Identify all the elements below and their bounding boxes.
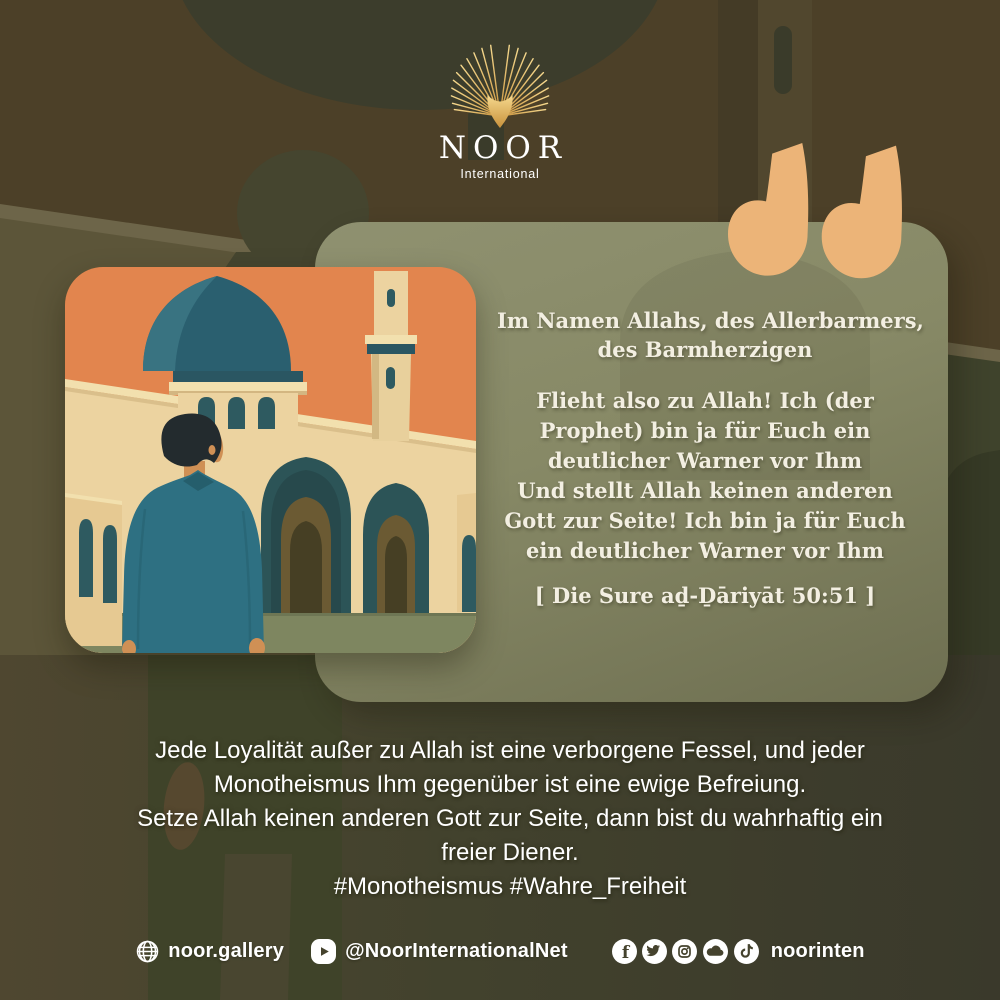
footer-bar <box>0 938 1000 965</box>
social-handle-label: noorinten <box>770 940 865 962</box>
tiktok-icon <box>734 939 759 964</box>
instagram-icon <box>672 939 697 964</box>
brand-subtitle: International <box>460 167 540 181</box>
youtube-icon <box>310 938 337 965</box>
caption-text: Jede Loyalität außer zu Allah ist eine verborgene Fessel, und jeder Monotheismus Ihm gegenüber ist eine ewige Befreiung. Setze Allah keinen anderen Gott zur Seite, dann bist du wahrhaftig ein freier Diener. #Monotheismus #Wahre_Freiheit <box>10 734 1000 904</box>
soundcloud-icon <box>702 939 729 964</box>
hashtags: #Monotheismus #Wahre_Freiheit <box>333 873 687 900</box>
surah-reference: [ Die Sure aḏ-Ḏāriyāt 50:51 ] <box>534 583 876 608</box>
quote-text-block <box>497 306 924 610</box>
twitter-icon <box>642 939 667 964</box>
youtube-handle-label: @NoorInternationalNet <box>345 940 568 962</box>
verse-text: Flieht also zu Allah! Ich (der Prophet) bin ja für Euch ein deutlicher Warner vor Ihm Und stellt Allah keinen anderen Gott zur Seite! Ich bin ja für Euch ein deutlicher Warner vor Ihm <box>504 388 906 563</box>
mosque-illustration-art <box>65 267 476 653</box>
globe-icon <box>135 939 160 964</box>
brand-name: NOOR <box>438 130 569 166</box>
svg-text:f: f <box>621 943 629 963</box>
bismillah: Im Namen Allahs, des Allerbarmers, des Barmherzigen <box>497 308 924 362</box>
website-label: noor.gallery <box>168 940 285 962</box>
noor-logo-rays-icon <box>440 32 560 128</box>
mosque-illustration <box>65 267 476 653</box>
facebook-icon <box>612 939 637 964</box>
social-icons <box>612 939 759 964</box>
brand-header <box>0 32 1000 181</box>
